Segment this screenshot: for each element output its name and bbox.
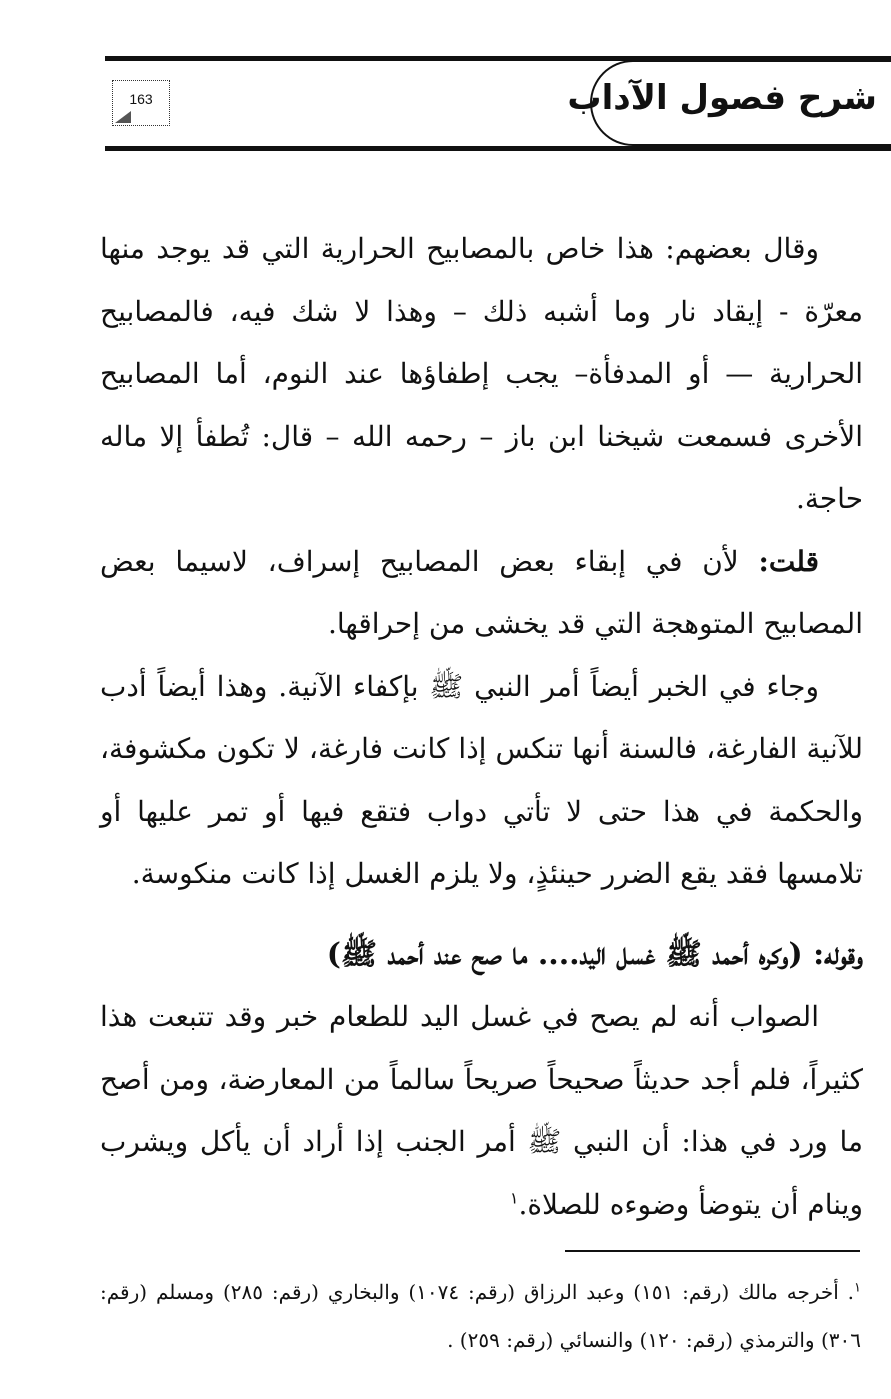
footnote-reference: ١ — [509, 1188, 519, 1208]
page-number-badge — [112, 80, 170, 126]
paragraph-1: وقال بعضهم: هذا خاص بالمصابيح الحرارية التي قد يوجد منها معرّة - إيقاد نار وما أشبه ذلك – وهذا لا شك فيه، فالمصابيح الحرارية — أو المدفأة– يجب إطفاؤها عند النوم، أما المصابيح الأخرى فسمعت شيخنا ابن باز – رحمه الله – قال: تُطفأ إلا ماله حاجة. — [100, 232, 863, 515]
paragraph-4 — [100, 986, 863, 1236]
paragraph-2-text: لأن في إبقاء بعض المصابيح إسراف، لاسيما بعض المصابيح المتوهجة التي قد يخشى من إحراقها. — [100, 544, 863, 640]
main-text — [100, 218, 863, 1236]
footnote-text: . أخرجه مالك (رقم: ١٥١) وعبد الرزاق (رقم: ١٠٧٤) والبخاري (رقم: ٢٨٥) ومسلم (رقم: ٣٠٦) والترمذي (رقم: ١٢٠) والنسائي (رقم: ٢٥٩) . — [100, 1280, 861, 1352]
quoted-heading — [100, 924, 863, 987]
heading-quote: (وكره أحمد ﷺ غسل اليد.... ما صح عند أحمد ﷺ) — [326, 936, 814, 972]
heading-label: وقوله: — [813, 936, 863, 972]
paragraph-2-label: قلت: — [758, 544, 819, 578]
page-curl-icon — [115, 111, 131, 123]
header-bottom-rule — [105, 146, 891, 151]
paragraph-3: وجاء في الخبر أيضاً أمر النبي ﷺ بإكفاء الآنية. وهذا أيضاً أدب للآنية الفارغة، فالسنة أنها تنكس إذا كانت فارغة، لا تكون مكشوفة، والحكمة في هذا حتى لا تأتي دواب فتقع فيها أو تمر عليها أو تلامسها فقد يقع الضرر حينئذٍ، ولا يلزم الغسل إذا كانت منكوسة. — [100, 669, 863, 890]
footnote-1 — [100, 1268, 861, 1364]
paragraph-2 — [100, 531, 863, 656]
footnote-mark: ١ — [854, 1280, 862, 1296]
footnotes — [100, 1268, 861, 1364]
footnote-divider — [565, 1250, 860, 1252]
paragraph-4-text: الصواب أنه لم يصح في غسل اليد للطعام خبر وقد تتبعت هذا كثيراً، فلم أجد حديثاً صحيحاً صريحاً سالماً من المعارضة، ومن أصح ما ورد في هذا: أن النبي ﷺ أمر الجنب إذا أراد أن يأكل ويشرب وينام أن يتوضأ وضوءه للصلاة. — [100, 1000, 863, 1221]
page-number: 163 — [129, 91, 153, 107]
book-title: شرح فصول الآداب — [567, 78, 877, 118]
